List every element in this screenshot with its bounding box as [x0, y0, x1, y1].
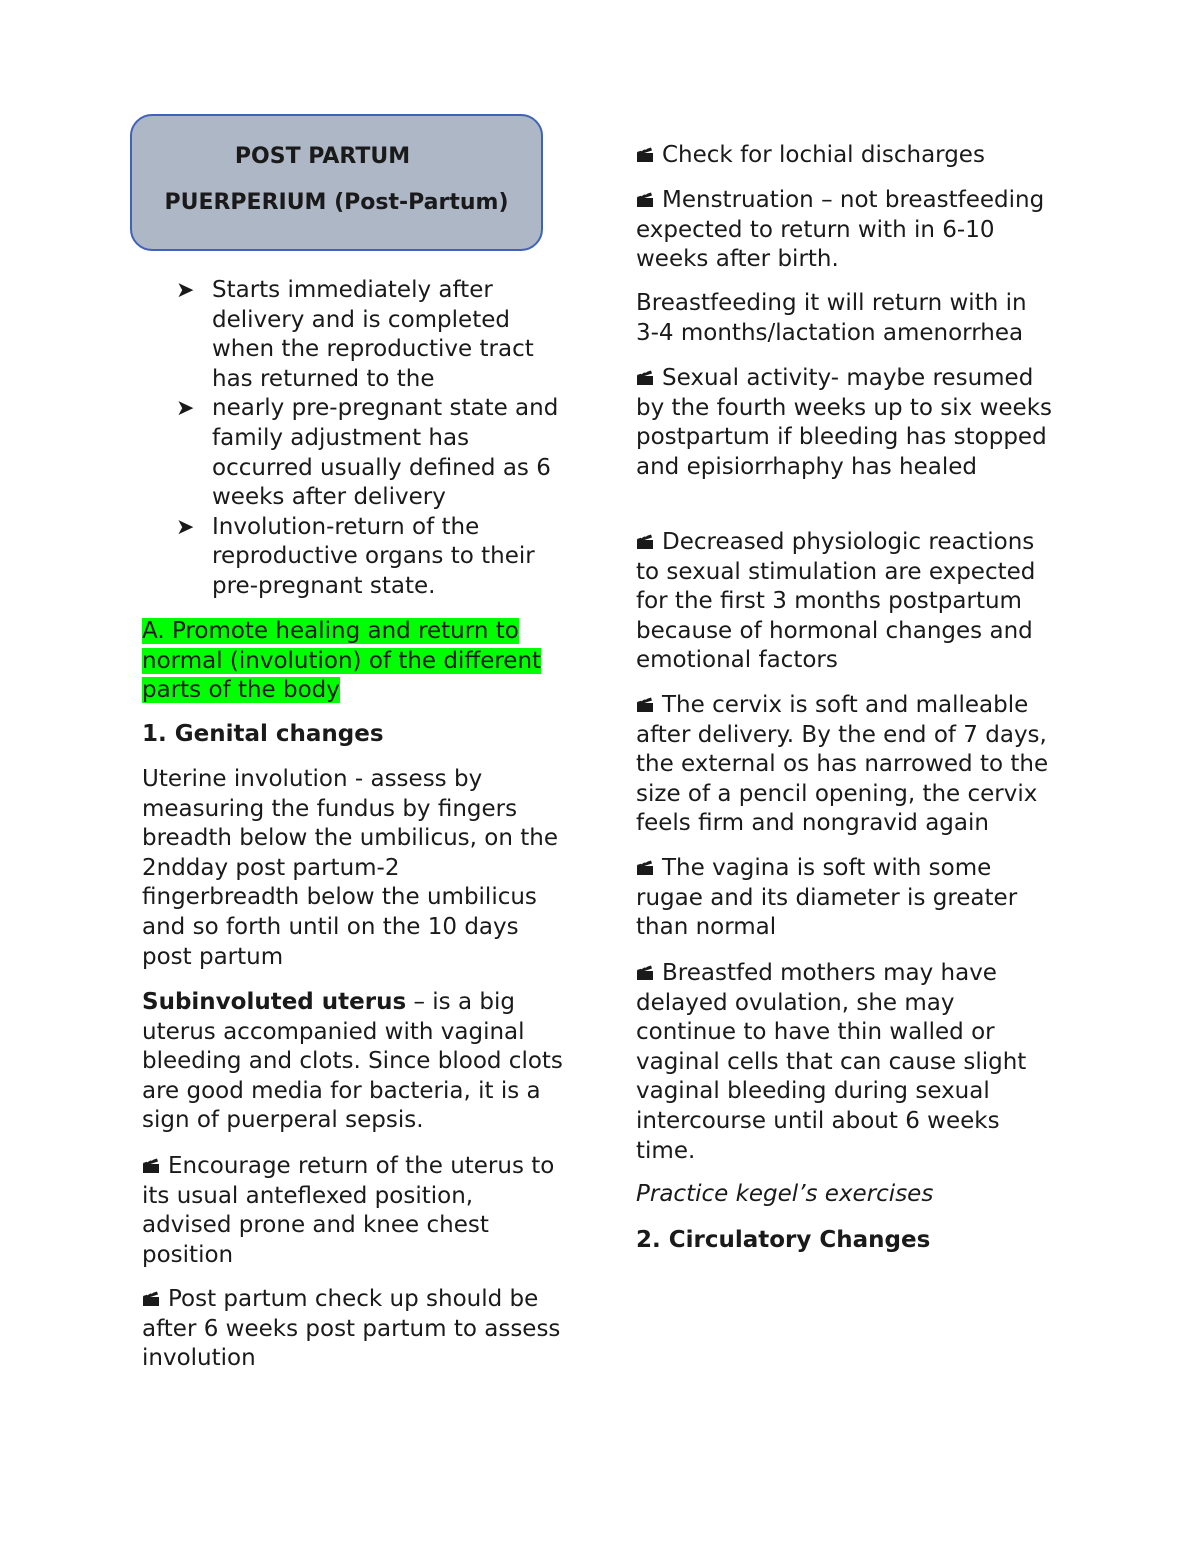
bullet-checkup [142, 1285, 562, 1374]
arrow-bullet-icon: ➤ [176, 278, 195, 303]
genital-changes-heading: 1. Genital changes [142, 721, 384, 747]
clapperboard-icon [142, 1157, 160, 1174]
bullet-text: The vagina is soft with some rugae and its diameter is greater than normal [636, 855, 1018, 941]
bullet-vagina [636, 854, 1056, 943]
bullet-text: Encourage return of the uterus to its usual anteflexed position, advised prone and knee chest position [142, 1153, 555, 1268]
bullet-text: Check for lochial discharges [662, 142, 985, 168]
clapperboard-icon [636, 369, 654, 386]
bullet-text: Breastfed mothers may have delayed ovulation, she may continue to have thin walled or vaginal cells that can cause slight vaginal bleeding during sexual intercourse until about 6 weeks time. [636, 960, 1027, 1164]
bullet-breastfed [636, 959, 1056, 1166]
bullet-sexual-activity [636, 364, 1056, 482]
circulatory-changes-heading: 2. Circulatory Changes [636, 1227, 931, 1253]
bullet-text: Decreased physiologic reactions to sexual stimulation are expected for the first 3 months postpartum because of hormonal changes and emotional factors [636, 529, 1036, 674]
subinvoluted-term: Subinvoluted uterus [142, 989, 407, 1015]
bullet-cervix [636, 691, 1066, 839]
title-line-1: POST PARTUM [234, 144, 411, 169]
bullet-text: Post partum check up should be after 6 weeks post partum to assess involution [142, 1286, 561, 1372]
bullet-encourage-return [142, 1152, 562, 1270]
list-item-text: nearly pre-pregnant state and family adjustment has occurred usually defined as 6 weeks after delivery [212, 395, 559, 511]
subinvoluted-text: – is a big uterus accompanied with vaginal bleeding and clots. Since blood clots are good media for bacteria, it is a sign of puerperal sepsis. [142, 989, 563, 1134]
section-a-heading [142, 617, 562, 706]
uterine-involution-paragraph: Uterine involution - assess by measuring the fundus by fingers breadth below the umbilicus, on the 2ndday post partum-2 fingerbreadth below the umbilicus and so forth until on the 10 days post partum [142, 766, 558, 970]
bullet-text: Sexual activity- maybe resumed by the fourth weeks up to six weeks postpartum if bleeding has stopped and episiorrhaphy has healed [636, 365, 1053, 480]
bullet-physiologic [636, 528, 1056, 676]
bullet-menstruation [636, 186, 1066, 275]
list-item [176, 276, 576, 394]
clapperboard-icon [636, 533, 654, 550]
title-box [130, 114, 543, 251]
clapperboard-icon [142, 1290, 160, 1307]
list-item-text: Involution-return of the reproductive organs to their pre-pregnant state. [212, 513, 535, 599]
list-item-text: Starts immediately after delivery and is completed when the reproductive tract has returned to the [212, 277, 534, 392]
arrow-bullet-icon: ➤ [176, 514, 195, 540]
list-item [176, 513, 576, 602]
clapperboard-icon [636, 859, 654, 876]
clapperboard-icon [636, 191, 654, 208]
intro-list [176, 276, 576, 602]
bullet-text: Menstruation – not breastfeeding expected to return with in 6-10 weeks after birth. [636, 187, 1045, 273]
subinvoluted-paragraph [142, 988, 572, 1136]
highlighted-text: A. Promote healing and return to normal (involution) of the different parts of the body [142, 618, 542, 704]
bullet-text: The cervix is soft and malleable after delivery. By the end of 7 days, the external os has narrowed to the size of a pencil opening, the cervix feels firm and nongravid again [636, 692, 1049, 837]
clapperboard-icon [636, 964, 654, 981]
title-line-2: PUERPERIUM (Post-Partum) [164, 190, 509, 215]
clapperboard-icon [636, 696, 654, 713]
list-item [176, 394, 576, 512]
arrow-bullet-icon: ➤ [176, 396, 195, 422]
kegel-exercises: Practice kegel’s exercises [636, 1181, 934, 1207]
breastfeeding-return-paragraph: Breastfeeding it will return with in 3-4 months/lactation amenorrhea [636, 290, 1027, 346]
bullet-lochial [636, 141, 1066, 171]
clapperboard-icon [636, 146, 654, 163]
